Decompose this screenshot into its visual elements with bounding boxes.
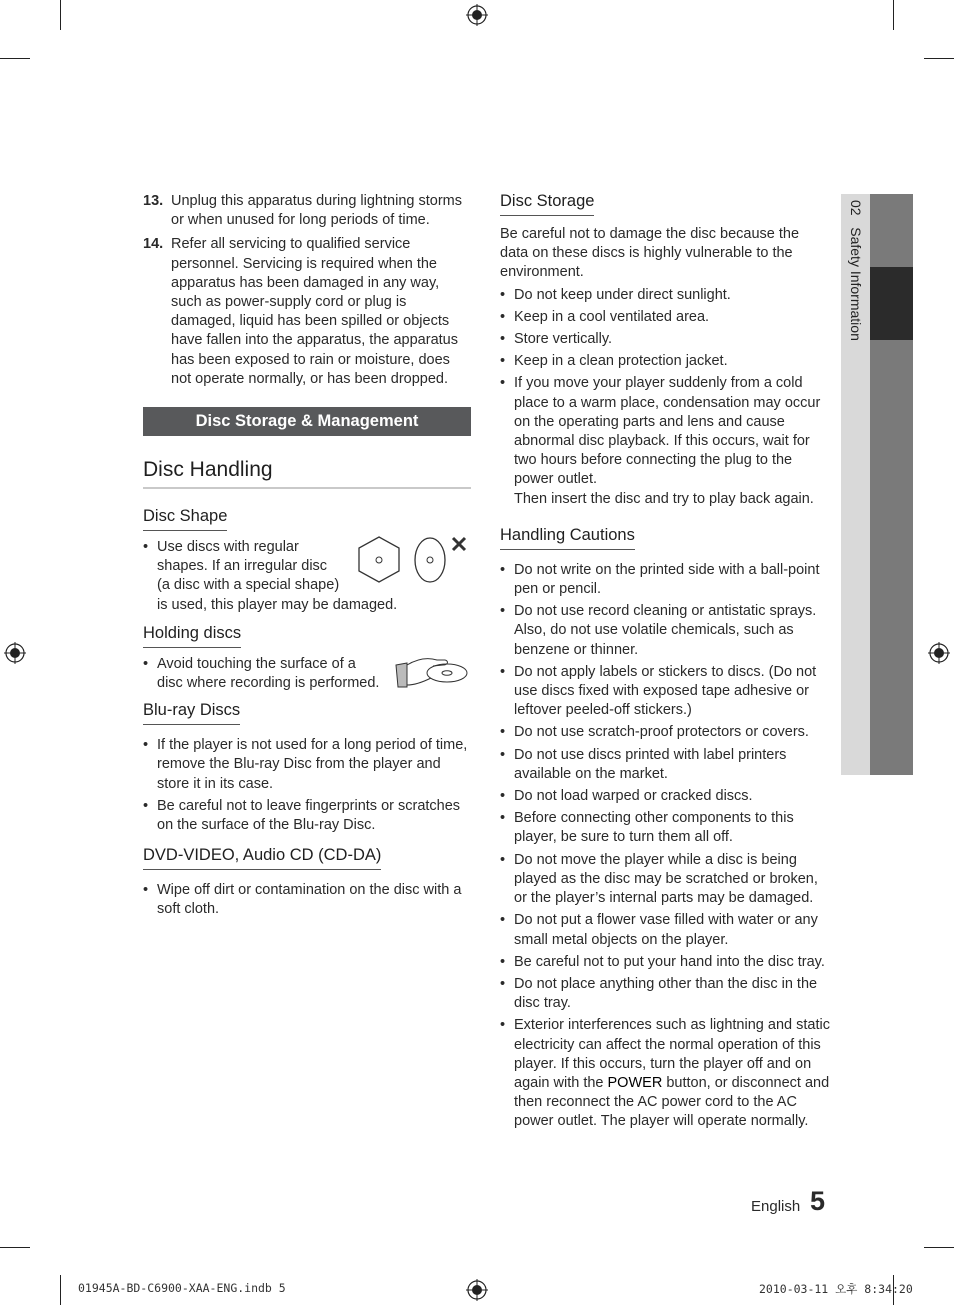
list-item: • Do not apply labels or stickers to discs. (Do not use discs fixed with exposed tape adhesive or leftover peeled-off stickers.) xyxy=(500,663,830,721)
item-text: Unplug this apparatus during lightning storms or when unused for long periods of time. xyxy=(171,193,462,229)
list-item: • Do not use discs printed with label printers available on the market. xyxy=(500,746,830,784)
subheading: Disc Storage xyxy=(500,192,594,216)
line: is used, this player may be damaged. xyxy=(157,596,398,613)
list-item: • Do not use scratch-proof protectors or covers. xyxy=(500,723,830,742)
crop-mark xyxy=(60,0,61,30)
crop-mark xyxy=(0,1247,30,1248)
left-column xyxy=(143,192,471,923)
chapter-number: 02 xyxy=(848,200,864,216)
registration-mark-icon xyxy=(466,4,488,26)
bullet-list xyxy=(500,561,830,1132)
list-item: • Keep in a cool ventilated area. xyxy=(500,308,830,327)
list-item: • If the player is not used for a long period of time, remove the Blu-ray Disc from the player and store it in its case. xyxy=(143,736,471,794)
list-item xyxy=(500,1016,830,1131)
line: If you move your player suddenly from a cold place to a warm place, condensation may occur on the operating parts and lens and cause abnormal disc playback. If this occurs, wait for two hours before connecting the plug to the power outlet. xyxy=(514,375,821,488)
list-item: • Do not move the player while a disc is being played as the disc may be scratched or broken, or the player’s internal parts may be damaged. xyxy=(500,851,830,909)
line: shapes. If an irregular disc xyxy=(157,558,328,575)
line: Then insert the disc and try to play back again. xyxy=(514,490,814,507)
list-item: • Wipe off dirt or contamination on the disc with a soft cloth. xyxy=(143,881,471,919)
list-item: • Be careful not to leave fingerprints or scratches on the surface of the Blu-ray Disc. xyxy=(143,797,471,835)
intro-paragraph: Be careful not to damage the disc because the data on these discs is highly vulnerable to the environment. xyxy=(500,226,800,281)
disc-shape-section xyxy=(143,507,471,615)
list-item: • Do not use record cleaning or antistatic sprays. Also, do not use volatile chemicals, such as benzene or thinner. xyxy=(500,602,830,660)
registration-mark-icon xyxy=(4,642,26,664)
subheading: DVD-VIDEO, Audio CD (CD-DA) xyxy=(143,846,381,870)
crop-mark xyxy=(924,58,954,59)
irregular-disc-illustration xyxy=(355,535,475,585)
line: (a disc with a special shape) xyxy=(157,577,340,594)
numbered-item xyxy=(143,235,471,389)
holding-discs-body xyxy=(143,655,471,693)
side-tab-label xyxy=(848,200,864,341)
registration-mark-icon xyxy=(466,1279,488,1301)
power-button-label: POWER xyxy=(607,1074,663,1091)
page-number: 5 xyxy=(810,1186,826,1216)
list-item xyxy=(500,374,830,508)
crop-mark xyxy=(0,58,30,59)
text: Exterior interferences such as lightning and static electricity can affect the normal operation of this player. If this occurs, turn the player off and on again with the xyxy=(514,1017,830,1091)
line: Use discs with regular xyxy=(157,539,299,556)
list-item: • Before connecting other components to this player, be sure to turn them all off. xyxy=(500,809,830,847)
print-slug-file: 01945A-BD-C6900-XAA-ENG.indb 5 xyxy=(78,1281,286,1295)
bullet-list xyxy=(143,881,471,919)
item-number: 14. xyxy=(143,236,164,253)
registration-mark-icon xyxy=(928,642,950,664)
subheading: Disc Shape xyxy=(143,507,227,531)
numbered-item xyxy=(143,192,471,230)
list-item: • Do not place anything other than the disc in the disc tray. xyxy=(500,975,830,1013)
dvd-section xyxy=(143,846,471,919)
list-item: • Store vertically. xyxy=(500,330,830,349)
holding-discs-section xyxy=(143,624,471,693)
side-tab-marker xyxy=(870,267,913,340)
list-item: • Do not write on the printed side with a ball-point pen or pencil. xyxy=(500,561,830,599)
text: button, or disconnect and then reconnect the AC power cord to the AC power outlet. The player will operate normally. xyxy=(514,1074,830,1130)
subheading: Handling Cautions xyxy=(500,526,635,550)
list-item: • Do not load warped or cracked discs. xyxy=(500,787,830,806)
subheading: Blu-ray Discs xyxy=(143,701,240,725)
right-column xyxy=(500,192,830,1135)
line: disc where recording is performed. xyxy=(157,675,380,692)
bullet-list xyxy=(500,286,830,509)
disc-shape-body xyxy=(143,538,471,615)
section-banner: Disc Storage & Management xyxy=(143,407,471,436)
subheading: Holding discs xyxy=(143,624,241,648)
bullet-list xyxy=(143,736,471,835)
list-item: • Do not keep under direct sunlight. xyxy=(500,286,830,305)
list-item: • Do not put a flower vase filled with water or any small metal objects on the player. xyxy=(500,911,830,949)
crop-mark xyxy=(924,1247,954,1248)
footer-language: English xyxy=(751,1198,801,1215)
bluray-section xyxy=(143,701,471,835)
chapter-title: Safety Information xyxy=(848,227,864,341)
line: Avoid touching the surface of a xyxy=(157,655,356,672)
crop-mark xyxy=(893,0,894,30)
item-number: 13. xyxy=(143,193,164,209)
section-heading: Disc Handling xyxy=(143,458,471,489)
list-item: • Be careful not to put your hand into the disc tray. xyxy=(500,953,830,972)
hand-holding-disc-icon xyxy=(393,651,471,691)
handling-cautions-section xyxy=(500,526,830,1132)
print-slug-date: 2010-03-11 오후 8:34:20 xyxy=(759,1282,913,1296)
list-item: • Keep in a clean protection jacket. xyxy=(500,352,830,371)
item-text: Refer all servicing to qualified service personnel. Servicing is required when the apparatus has been damaged in any way, such as power-supply cord or plug is damaged, liquid has been spilled or objects have fallen into the apparatus, the apparatus has been exposed to rain or moisture, does not operate normally, or has been dropped. xyxy=(171,236,458,387)
crop-mark xyxy=(60,1275,61,1305)
